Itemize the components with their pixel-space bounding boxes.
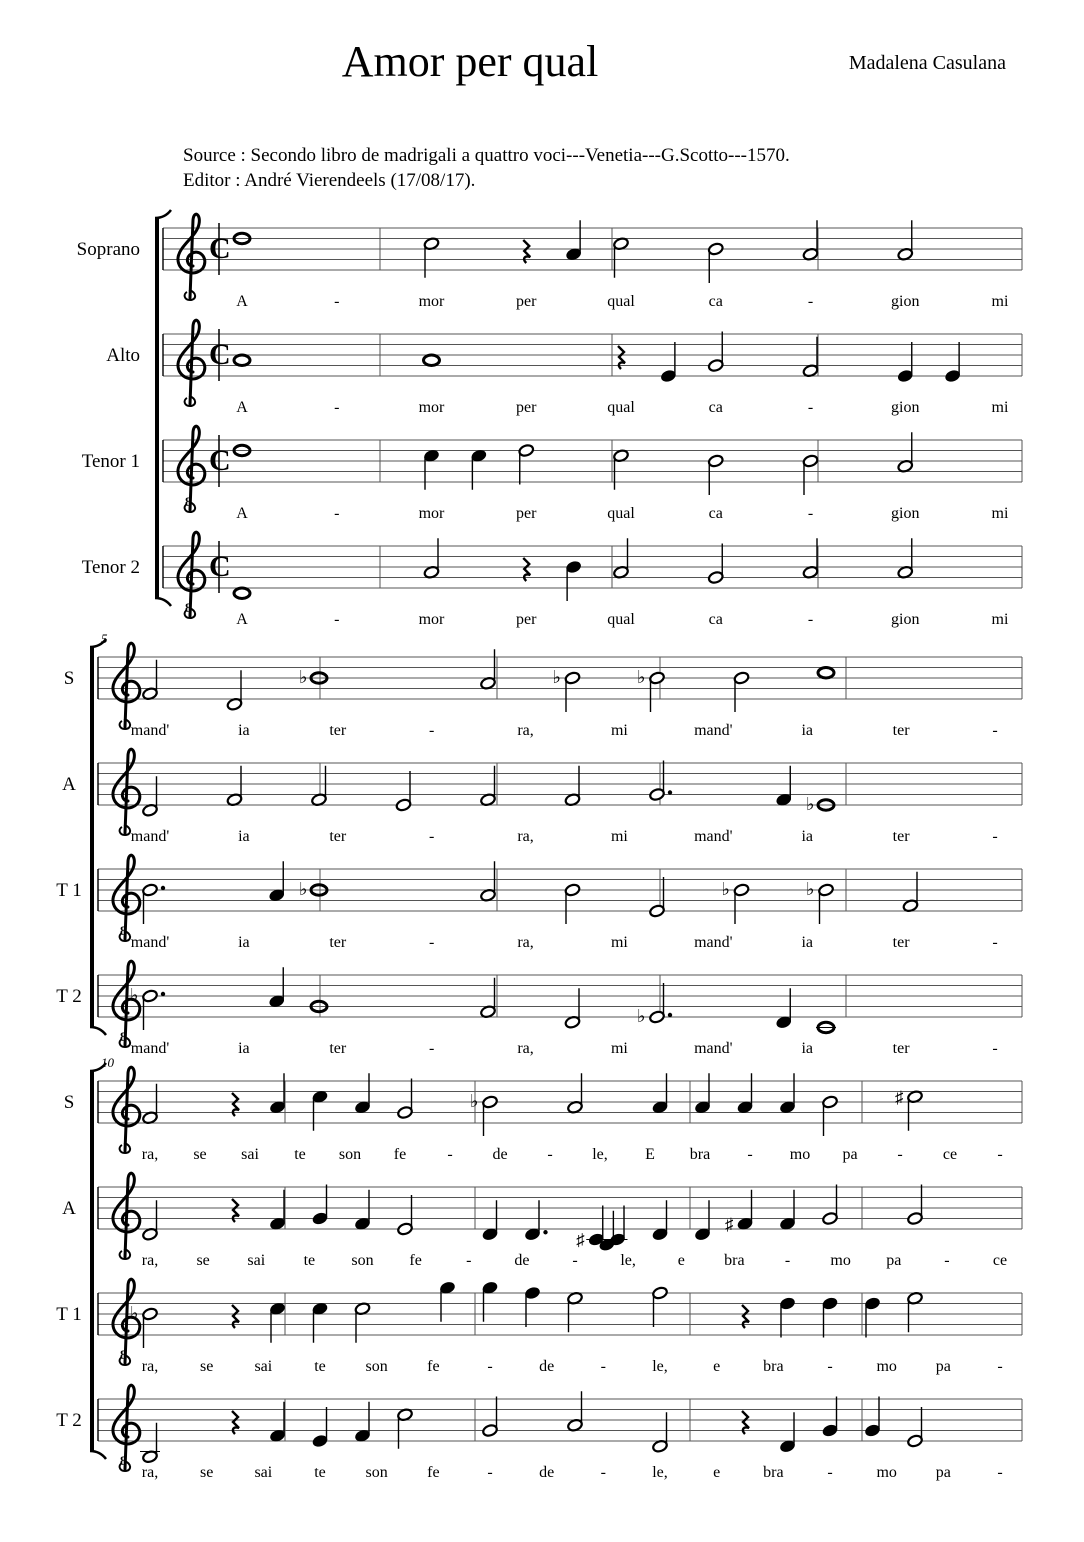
lyric-syllable: pa: [935, 1464, 951, 1481]
lyric-syllable: bra: [763, 1464, 784, 1481]
staff-2-4: [56, 961, 1022, 1057]
lyric-syllable: ter: [892, 722, 910, 739]
flat-sign: ♭: [299, 879, 308, 899]
lyric-syllable: ce: [942, 1146, 958, 1163]
lyric-syllable: e: [713, 1464, 721, 1481]
lyric-syllable: pa: [935, 1358, 951, 1375]
lyric-syllable: mand': [130, 828, 170, 845]
half-note-head: [649, 788, 665, 802]
lyric-syllable: gion: [891, 505, 920, 522]
half-note-head: [482, 1424, 498, 1438]
quarter-note-head: [312, 1212, 328, 1226]
lyric-hyphen: -: [784, 1252, 791, 1269]
lyric-syllable: ia: [801, 828, 813, 845]
lyric-syllable: mand': [130, 934, 170, 951]
flat-sign: ♭: [637, 667, 646, 687]
half-note-head: [482, 1095, 498, 1109]
lyric-hyphen: -: [334, 611, 340, 628]
part-label: Alto: [106, 345, 140, 366]
lyric-syllable: se: [193, 1146, 207, 1163]
bracket-hook-bottom: [90, 1027, 106, 1035]
half-note-head: [822, 1212, 838, 1226]
half-note-head: [733, 883, 749, 897]
lyric-syllable: mi: [610, 1040, 628, 1057]
clef-body: [113, 1173, 140, 1257]
lyric-syllable: le,: [592, 1146, 608, 1163]
lyric-syllable: ra,: [141, 1146, 159, 1163]
lyric-hyphen: -: [487, 1464, 493, 1481]
system-2: [56, 631, 1022, 1057]
part-label: T 1: [56, 1304, 82, 1325]
part-label: A: [62, 774, 76, 795]
quarter-note-head: [864, 1424, 880, 1438]
lyric-hyphen: -: [600, 1358, 606, 1375]
lyric-syllable: A: [236, 611, 248, 628]
octave-marker: 8: [185, 494, 192, 509]
lyric-syllable: le,: [652, 1358, 668, 1375]
lyric-syllable: sai: [247, 1252, 266, 1269]
flat-sign: ♭: [637, 1006, 646, 1026]
measure-number: 5: [101, 631, 108, 646]
lyric-syllable: mor: [418, 293, 445, 310]
lyric-syllable: E: [645, 1146, 655, 1163]
half-note-head: [907, 1434, 923, 1448]
lyric-syllable: ia: [801, 934, 813, 951]
part-label: S: [63, 668, 75, 689]
staff-1-2: [106, 320, 1022, 416]
bracket-hook-bottom: [155, 598, 171, 606]
lyric-hyphen: -: [334, 293, 340, 310]
half-note-head: [397, 1106, 413, 1120]
quarter-note-head: [779, 1297, 795, 1311]
lyric-syllable: qual: [607, 399, 635, 416]
lyric-hyphen: -: [997, 1146, 1003, 1163]
cut-time-signature: C: [209, 550, 231, 583]
lyric-syllable: A: [236, 505, 248, 522]
lyric-syllable: mi: [991, 293, 1009, 310]
system-3: [56, 1055, 1022, 1481]
clef-body: [178, 214, 205, 298]
cut-time-signature: C: [209, 444, 231, 477]
lyric-syllable: ce: [992, 1252, 1008, 1269]
lyric-syllable: ter: [892, 1040, 910, 1057]
lyric-hyphen: -: [992, 828, 998, 845]
augmentation-dot: [543, 1230, 547, 1234]
flat-sign: ♭: [299, 667, 308, 687]
lyric-syllable: ia: [238, 934, 250, 951]
half-note-head: [397, 1222, 413, 1236]
lyric-syllable: fe: [409, 1252, 422, 1269]
lyric-hyphen: -: [827, 1464, 833, 1481]
lyric-syllable: bra: [689, 1146, 711, 1163]
lyric-syllable: pa: [842, 1146, 858, 1163]
lyric-syllable: ra,: [141, 1358, 159, 1375]
lyric-syllable: fe: [427, 1358, 440, 1375]
lyric-syllable: ia: [238, 722, 250, 739]
half-note-head: [733, 671, 749, 685]
lyric-hyphen: -: [429, 934, 435, 951]
augmentation-dot: [668, 790, 672, 794]
lyric-syllable: gion: [891, 611, 920, 628]
lyric-syllable: ra,: [517, 722, 534, 739]
part-label: Tenor 2: [81, 557, 140, 578]
whole-note: [234, 355, 250, 365]
lyric-syllable: A: [236, 399, 248, 416]
half-note-head: [708, 242, 724, 256]
staff-2-3: [56, 855, 1022, 951]
part-label: A: [62, 1198, 76, 1219]
quarter-note-head: [565, 560, 581, 574]
half-note-head: [395, 798, 411, 812]
lyric-syllable: per: [516, 611, 537, 628]
lyric-syllable: mi: [610, 722, 628, 739]
half-note-head: [822, 1095, 838, 1109]
lyric-syllable: per: [516, 293, 537, 310]
half-note-head: [649, 671, 665, 685]
octave-marker: 8: [120, 1347, 127, 1362]
lyric-syllable: qual: [607, 611, 635, 628]
lyric-hyphen: -: [827, 1358, 833, 1375]
lyric-syllable: gion: [891, 293, 920, 310]
lyric-syllable: per: [516, 399, 537, 416]
lyric-syllable: mor: [418, 505, 445, 522]
lyric-syllable: de: [492, 1146, 508, 1163]
sharp-sign: ♯: [576, 1230, 585, 1250]
flat-sign: ♭: [130, 1303, 139, 1323]
staff-3-4: [56, 1385, 1022, 1481]
half-note-head: [708, 454, 724, 468]
lyric-syllable: per: [516, 505, 537, 522]
lyric-syllable: se: [196, 1252, 210, 1269]
clef-body: [113, 1067, 140, 1151]
half-note-head: [142, 1307, 158, 1321]
lyric-syllable: sai: [241, 1146, 259, 1163]
staff-2-2: [62, 749, 1022, 845]
lyric-syllable: ter: [892, 934, 910, 951]
lyric-syllable: mor: [418, 399, 445, 416]
lyric-syllable: mand': [694, 1040, 733, 1057]
lyric-hyphen: -: [466, 1252, 472, 1269]
lyric-syllable: ia: [238, 1040, 250, 1057]
lyric-syllable: fe: [427, 1464, 440, 1481]
sharp-sign: ♯: [725, 1214, 734, 1234]
half-note-head: [802, 454, 818, 468]
lyric-hyphen: -: [572, 1252, 578, 1269]
lyric-syllable: sai: [254, 1464, 273, 1481]
part-label: S: [63, 1092, 75, 1113]
cut-time-signature: C: [209, 338, 231, 371]
octave-marker: 8: [120, 1453, 127, 1468]
flat-sign: ♭: [806, 879, 815, 899]
part-label: T 2: [56, 986, 82, 1007]
half-note-head: [142, 883, 158, 897]
staff-3-2: [62, 1173, 1022, 1269]
octave-marker: 8: [185, 600, 192, 615]
flat-sign: ♭: [470, 1091, 479, 1111]
half-note-head: [649, 1010, 665, 1024]
lyric-syllable: pa: [886, 1252, 902, 1269]
lyric-hyphen: -: [997, 1358, 1003, 1375]
lyric-syllable: mi: [991, 505, 1009, 522]
lyric-syllable: mi: [610, 828, 628, 845]
lyric-syllable: le,: [620, 1252, 636, 1269]
lyric-syllable: mor: [418, 611, 445, 628]
lyric-hyphen: -: [334, 505, 340, 522]
staff-1-3: [82, 426, 1022, 522]
lyric-syllable: te: [303, 1252, 316, 1269]
flat-sign: ♭: [721, 879, 730, 899]
lyric-syllable: son: [351, 1252, 374, 1269]
staff-1-4: [82, 532, 1022, 628]
whole-note: [818, 668, 834, 678]
lyric-syllable: bra: [763, 1358, 784, 1375]
lyric-syllable: gion: [891, 399, 920, 416]
clef-body: [178, 320, 205, 404]
lyric-hyphen: -: [429, 1040, 435, 1057]
lyric-syllable: qual: [607, 293, 635, 310]
augmentation-dot: [161, 886, 165, 890]
lyric-hyphen: -: [992, 1040, 998, 1057]
part-label: Soprano: [76, 239, 140, 260]
lyric-syllable: ter: [329, 828, 347, 845]
lyric-syllable: le,: [652, 1464, 668, 1481]
lyric-hyphen: -: [600, 1464, 606, 1481]
lyric-syllable: bra: [724, 1252, 745, 1269]
lyric-syllable: mi: [991, 611, 1009, 628]
lyric-syllable: mand': [694, 828, 733, 845]
clef-body: [113, 643, 140, 727]
lyric-hyphen: -: [334, 399, 340, 416]
clef-body: [113, 749, 140, 833]
lyric-syllable: ra,: [517, 1040, 534, 1057]
lyric-hyphen: -: [944, 1252, 950, 1269]
lyric-hyphen: -: [487, 1358, 493, 1375]
lyric-syllable: ter: [329, 722, 347, 739]
lyric-syllable: mo: [830, 1252, 851, 1269]
sharp-sign: ♯: [895, 1087, 904, 1107]
lyric-hyphen: -: [747, 1146, 753, 1163]
part-label: T 2: [56, 1410, 82, 1431]
lyric-hyphen: -: [447, 1146, 453, 1163]
lyric-syllable: te: [294, 1146, 306, 1163]
lyric-syllable: son: [365, 1358, 388, 1375]
lyric-syllable: mo: [789, 1146, 811, 1163]
lyric-hyphen: -: [807, 505, 814, 522]
half-note-head: [518, 444, 534, 458]
lyric-syllable: ra,: [141, 1464, 159, 1481]
lyric-syllable: ia: [238, 828, 250, 845]
lyric-syllable: fe: [393, 1146, 407, 1163]
lyric-syllable: ca: [708, 293, 723, 310]
half-note-head: [564, 883, 580, 897]
lyric-syllable: mo: [876, 1358, 897, 1375]
bracket-hook-bottom: [90, 1451, 106, 1459]
whole-note: [424, 355, 440, 365]
editor-line: Editor : André Vierendeels (17/08/17).: [183, 170, 476, 191]
lyric-syllable: ra,: [517, 828, 534, 845]
lyric-syllable: qual: [607, 505, 635, 522]
lyric-syllable: ca: [708, 611, 723, 628]
lyric-syllable: ter: [329, 934, 347, 951]
lyric-syllable: ra,: [517, 934, 534, 951]
lyric-hyphen: -: [992, 934, 998, 951]
quarter-note-head: [524, 1286, 540, 1300]
quarter-note-head: [312, 1434, 328, 1448]
staff-3-3: [56, 1279, 1022, 1375]
lyric-hyphen: -: [897, 1146, 903, 1163]
half-note-head: [708, 571, 724, 585]
score-title: Amor per qual: [341, 37, 599, 86]
augmentation-dot: [161, 992, 165, 996]
lyric-syllable: ca: [708, 505, 723, 522]
lyric-syllable: mand': [694, 722, 733, 739]
staff-3-1: [64, 1067, 1022, 1163]
part-label: T 1: [56, 880, 82, 901]
quarter-note-head: [864, 1297, 880, 1311]
octave-marker: 8: [120, 1029, 127, 1044]
lyric-syllable: mi: [991, 399, 1009, 416]
lyric-hyphen: -: [992, 722, 998, 739]
lyric-syllable: se: [200, 1464, 214, 1481]
lyric-syllable: te: [314, 1358, 326, 1375]
system-1: [77, 210, 1022, 628]
lyric-syllable: ca: [708, 399, 723, 416]
lyric-syllable: ia: [801, 1040, 813, 1057]
lyric-hyphen: -: [429, 828, 435, 845]
lyric-hyphen: -: [807, 611, 814, 628]
composer-name: Madalena Casulana: [848, 52, 1006, 74]
lyric-syllable: A: [236, 293, 248, 310]
measure-number: 10: [101, 1055, 114, 1070]
quarter-note-head: [822, 1297, 838, 1311]
lyric-syllable: mi: [610, 934, 628, 951]
flat-sign: ♭: [130, 985, 139, 1005]
quarter-note-head: [660, 369, 676, 383]
lyric-syllable: e: [713, 1358, 721, 1375]
staff-2-1: [64, 643, 1022, 739]
lyric-syllable: e: [677, 1252, 685, 1269]
cut-time-signature: C: [209, 232, 231, 265]
half-note-head: [818, 883, 834, 897]
octave-marker: 8: [120, 923, 127, 938]
lyric-hyphen: -: [807, 399, 814, 416]
lyric-syllable: se: [200, 1358, 214, 1375]
half-note-head: [907, 1212, 923, 1226]
lyric-syllable: mo: [876, 1464, 897, 1481]
quarter-note-head: [944, 369, 960, 383]
quarter-note-head: [897, 369, 913, 383]
lyric-syllable: mand': [130, 722, 170, 739]
half-note-head: [649, 904, 665, 918]
lyric-syllable: son: [365, 1464, 388, 1481]
staff-1-1: [77, 214, 1022, 310]
augmentation-dot: [668, 1013, 672, 1017]
half-note-head: [652, 1286, 668, 1300]
lyric-syllable: ra,: [141, 1252, 159, 1269]
lyric-syllable: son: [338, 1146, 362, 1163]
lyric-syllable: ter: [329, 1040, 347, 1057]
lyric-syllable: de: [514, 1252, 530, 1269]
flat-sign: ♭: [552, 667, 561, 687]
half-note-head: [142, 989, 158, 1003]
lyric-syllable: de: [539, 1358, 555, 1375]
lyric-hyphen: -: [997, 1464, 1003, 1481]
lyric-hyphen: -: [807, 293, 814, 310]
lyric-syllable: ia: [801, 722, 813, 739]
lyric-syllable: sai: [254, 1358, 273, 1375]
lyric-syllable: te: [314, 1464, 326, 1481]
flat-sign: ♭: [806, 794, 815, 814]
lyric-syllable: mand': [694, 934, 733, 951]
whole-note: [234, 588, 250, 598]
half-note-head: [564, 671, 580, 685]
lyric-hyphen: -: [429, 722, 435, 739]
lyric-syllable: ter: [892, 828, 910, 845]
part-label: Tenor 1: [81, 451, 140, 472]
lyric-hyphen: -: [547, 1146, 553, 1163]
quarter-note-head: [822, 1424, 838, 1438]
bracket-hook-top: [155, 210, 171, 218]
lyric-syllable: mand': [130, 1040, 170, 1057]
lyric-syllable: de: [539, 1464, 555, 1481]
half-note-head: [708, 359, 724, 373]
source-line: Source : Secondo libro de madrigali a quattro voci---Venetia---G.Scotto---1570.: [183, 145, 790, 166]
